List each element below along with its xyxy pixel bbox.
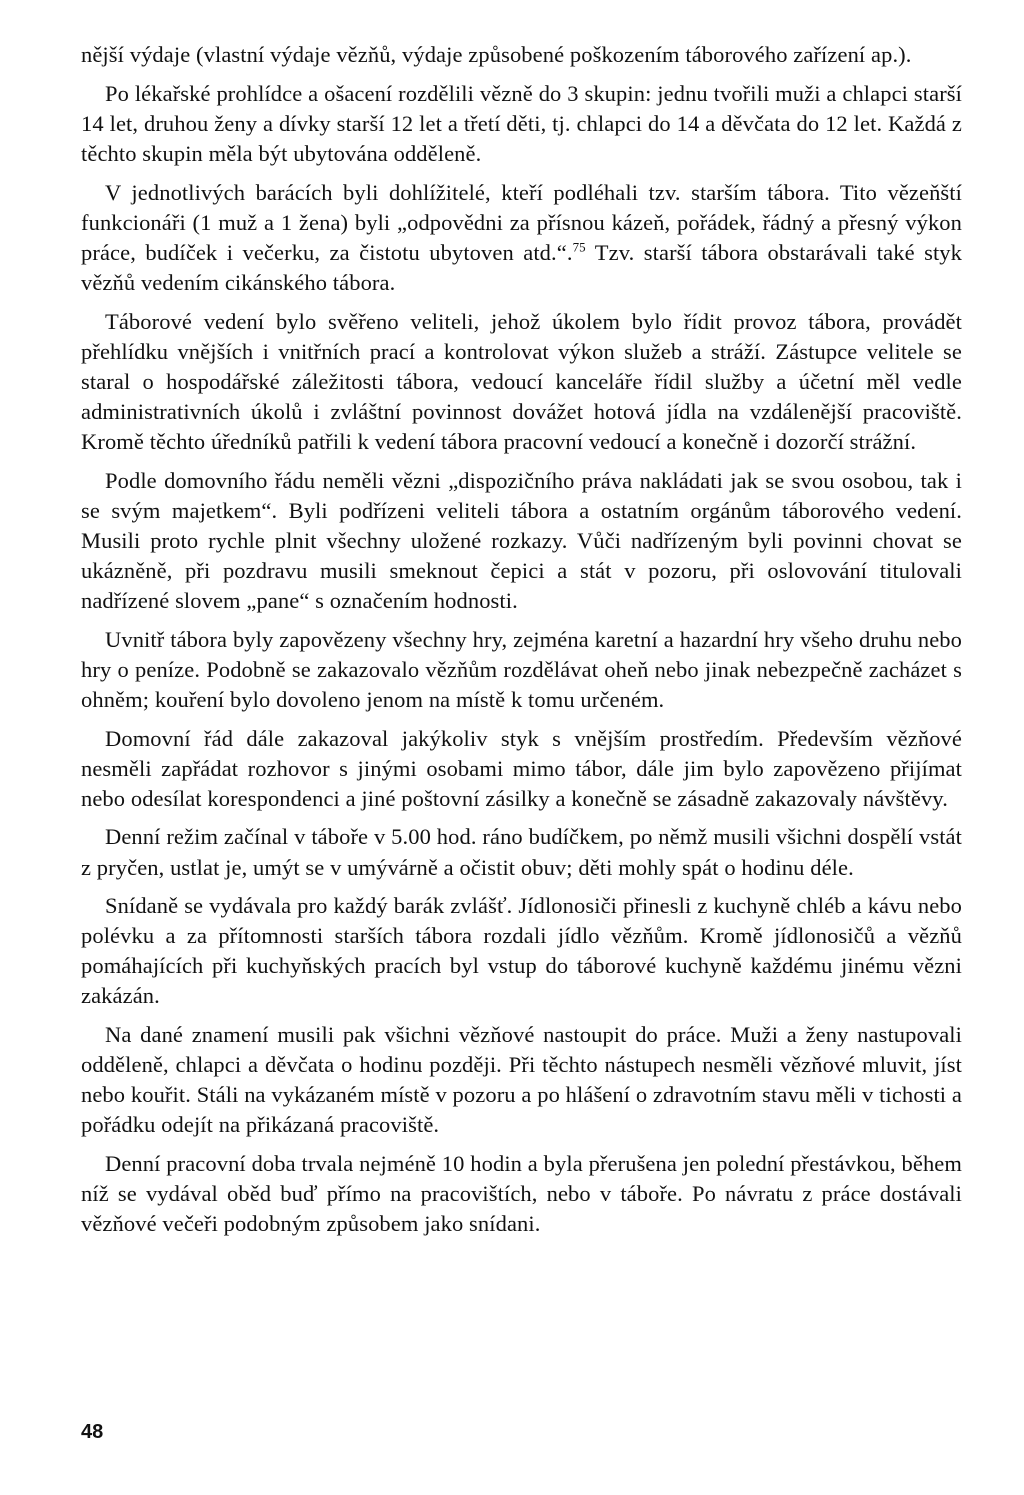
- paragraph-10: Na dané znamení musili pak všichni vězňové nastoupit do práce. Muži a ženy nastupovali odděleně, chlapci a děvčata o hodinu později. Při těchto nástupech nesměli vězňové mluvit, jíst nebo kouřit. Stáli na vykázaném místě v pozoru a po hlášení o zdravotním stavu měli v tichosti a pořádku odejít na přikázaná pracoviště.: [81, 1022, 962, 1138]
- paragraph-2: Po lékařské prohlídce a ošacení rozdělili vězně do 3 skupin: jednu tvořili muži a chlapci starší 14 let, druhou ženy a dívky starší 12 let a třetí děti, tj. chlapci do 14 a děvčata do 12 let. Každá z těchto skupin měla být ubytována odděleně.: [81, 80, 962, 166]
- paragraph-7: Domovní řád dále zakazoval jakýkoliv styk s vnějším prostředím. Především vězňové nesměli zapřádat rozhovor s jinými osobami mimo tábor, dále jim bylo zapovězeno přijímat nebo odesílat korespondenci a jiné poštovní zásilky a konečně se zásadně zakazovaly návštěvy.: [81, 725, 962, 811]
- paragraph-8: Denní režim začínal v táboře v 5.00 hod. ráno budíčkem, po němž musili všichni dospělí vstát z pryčen, ustlat je, umýt se v umývárně a očistit obuv; děti mohly spát o hodinu déle.: [81, 824, 962, 880]
- paragraph-6: Uvnitř tábora byly zapovězeny všechny hry, zejména karetní a hazardní hry všeho druhu nebo hry o peníze. Podobně se zakazovalo vězňům rozdělávat oheň nebo jinak nebezpečně zacházet s ohněm; kouření bylo dovoleno jenom na místě k tomu určeném.: [81, 626, 962, 712]
- paragraph-3-continuation: Tzv. starší tábora obstarávali také styk vězňů vedením cikánského tábora.: [81, 239, 962, 295]
- paragraph-3-text: V jednotlivých barácích byli dohlížitelé, kteří podléhali tzv. starším tábora. Tito vězeňští funkcionáři (1 muž a 1 žena) byli „odpovědni za přísnou kázeň, pořádek, řádný a přesný výkon práce, budíček i večerku, za čistotu ubytoven atd.“.: [81, 179, 962, 265]
- paragraph-9: Snídaně se vydávala pro každý barák zvlášť. Jídlonosiči přinesli z kuchyně chléb a kávu nebo polévku a za přítomnosti starších tábora rozdali jídlo vězňům. Kromě jídlonosičů a vězňů pomáhajících při kuchyňských pracích byl vstup do táborové kuchyně každému jinému vězni zakázán.: [81, 893, 962, 1009]
- page-number: 48: [81, 1421, 104, 1443]
- footnote-marker: 75: [572, 239, 586, 255]
- paragraph-4: Táborové vedení bylo svěřeno veliteli, jehož úkolem bylo řídit provoz tábora, provádět přehlídku vnějších i vnitřních prací a kontrolovat výkon služeb a stráží. Zástupce velitele se staral o hospodářské záležitosti tábora, vedoucí kanceláře řídil služby a účetní měl vedle administrativních úkolů i zvláštní povinnost dovážet hotová jídla na vzdálenější pracoviště. Kromě těchto úředníků patřili k vedení tábora pracovní vedoucí a konečně i dozorčí strážní.: [81, 308, 962, 454]
- paragraph-5: Podle domovního řádu neměli vězni „dispozičního práva nakládati jak se svou osobou, tak i se svým majetkem“. Byli podřízeni veliteli tábora a ostatním orgánům táborového vedení. Musili proto rychle plnit všechny uložené rozkazy. Vůči nadřízeným byli povinni chovat se ukázněně, při pozdravu musili smeknout čepici a stát v pozoru, při oslovování titulovali nadřízené slovem „pane“ s označením hodnosti.: [81, 467, 962, 613]
- paragraph-3: [81, 178, 962, 298]
- paragraph-11: Denní pracovní doba trvala nejméně 10 hodin a byla přerušena jen polední přestávkou, během níž se vydával oběd buď přímo na pracovištích, nebo v táboře. Po návratu z práce dostávali vězňové večeři podobným způsobem jako snídani.: [81, 1151, 962, 1237]
- paragraph-1: nější výdaje (vlastní výdaje vězňů, výdaje způsobené poškozením táborového zařízení ap.).: [81, 42, 912, 67]
